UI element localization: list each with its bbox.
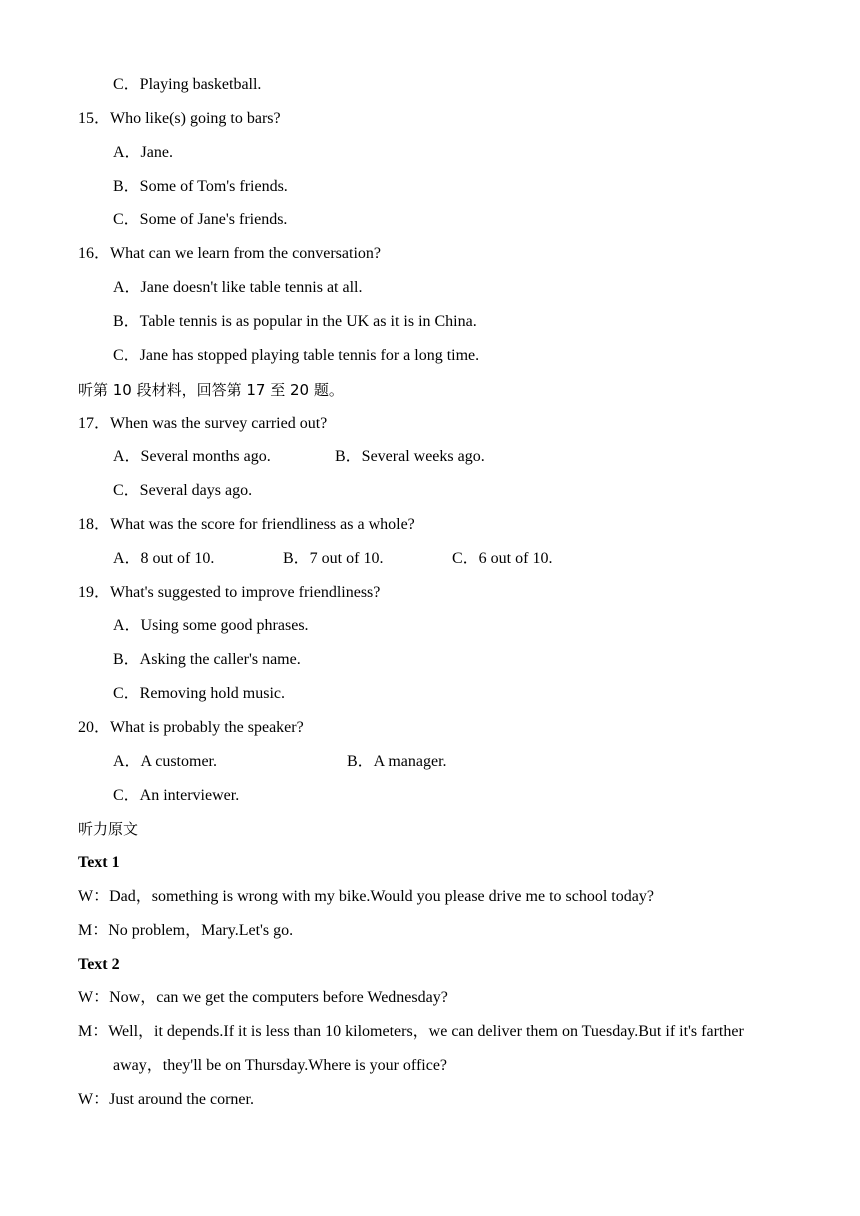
text1-heading: Text 1: [78, 854, 120, 871]
q20-option-a: A．A customer.: [113, 753, 217, 770]
q17-option-b: B．Several weeks ago.: [335, 448, 485, 465]
text1-man-line: M：No problem，Mary.Let's go.: [78, 922, 294, 939]
question-19: 19．What's suggested to improve friendliness?: [78, 584, 381, 601]
question-17: 17．When was the survey carried out?: [78, 415, 328, 432]
text2-man-line: M：Well，it depends.If it is less than 10 kilometers，we can deliver them on Tuesday.But if it's farther: [78, 1023, 744, 1040]
q17-option-a: A．Several months ago.: [113, 448, 271, 465]
q20-option-b: B．A manager.: [347, 753, 447, 770]
q18-option-c: C．6 out of 10.: [452, 550, 553, 567]
text1-woman-line: W：Dad，something is wrong with my bike.Would you please drive me to school today?: [78, 888, 654, 905]
text2-heading: Text 2: [78, 956, 120, 973]
question-18: 18．What was the score for friendliness as a whole?: [78, 516, 415, 533]
q18-option-a: A．8 out of 10.: [113, 550, 215, 567]
text2-woman-line: W：Now，can we get the computers before Wednesday?: [78, 989, 448, 1006]
q14-option-c: C．Playing basketball.: [113, 76, 262, 93]
text2-man-line-continued: away，they'll be on Thursday.Where is your office?: [113, 1057, 448, 1074]
q15-option-c: C．Some of Jane's friends.: [113, 211, 288, 228]
q15-option-a: A．Jane.: [113, 144, 173, 161]
section-instruction: 听第 10 段材料，回答第 17 至 20 题。: [78, 381, 344, 399]
q19-option-a: A．Using some good phrases.: [113, 617, 309, 634]
q17-option-c: C．Several days ago.: [113, 482, 253, 499]
transcript-heading: 听力原文: [78, 820, 139, 838]
q20-option-c: C．An interviewer.: [113, 787, 240, 804]
q16-option-c: C．Jane has stopped playing table tennis for a long time.: [113, 347, 480, 364]
question-20: 20．What is probably the speaker?: [78, 719, 304, 736]
q19-option-c: C．Removing hold music.: [113, 685, 286, 702]
question-15: 15．Who like(s) going to bars?: [78, 110, 281, 127]
q19-option-b: B．Asking the caller's name.: [113, 651, 301, 668]
q16-option-b: B．Table tennis is as popular in the UK as it is in China.: [113, 313, 477, 330]
q18-option-b: B．7 out of 10.: [283, 550, 384, 567]
text2-woman-line-2: W：Just around the corner.: [78, 1091, 254, 1108]
q16-option-a: A．Jane doesn't like table tennis at all.: [113, 279, 363, 296]
question-16: 16．What can we learn from the conversation?: [78, 245, 381, 262]
q15-option-b: B．Some of Tom's friends.: [113, 178, 288, 195]
